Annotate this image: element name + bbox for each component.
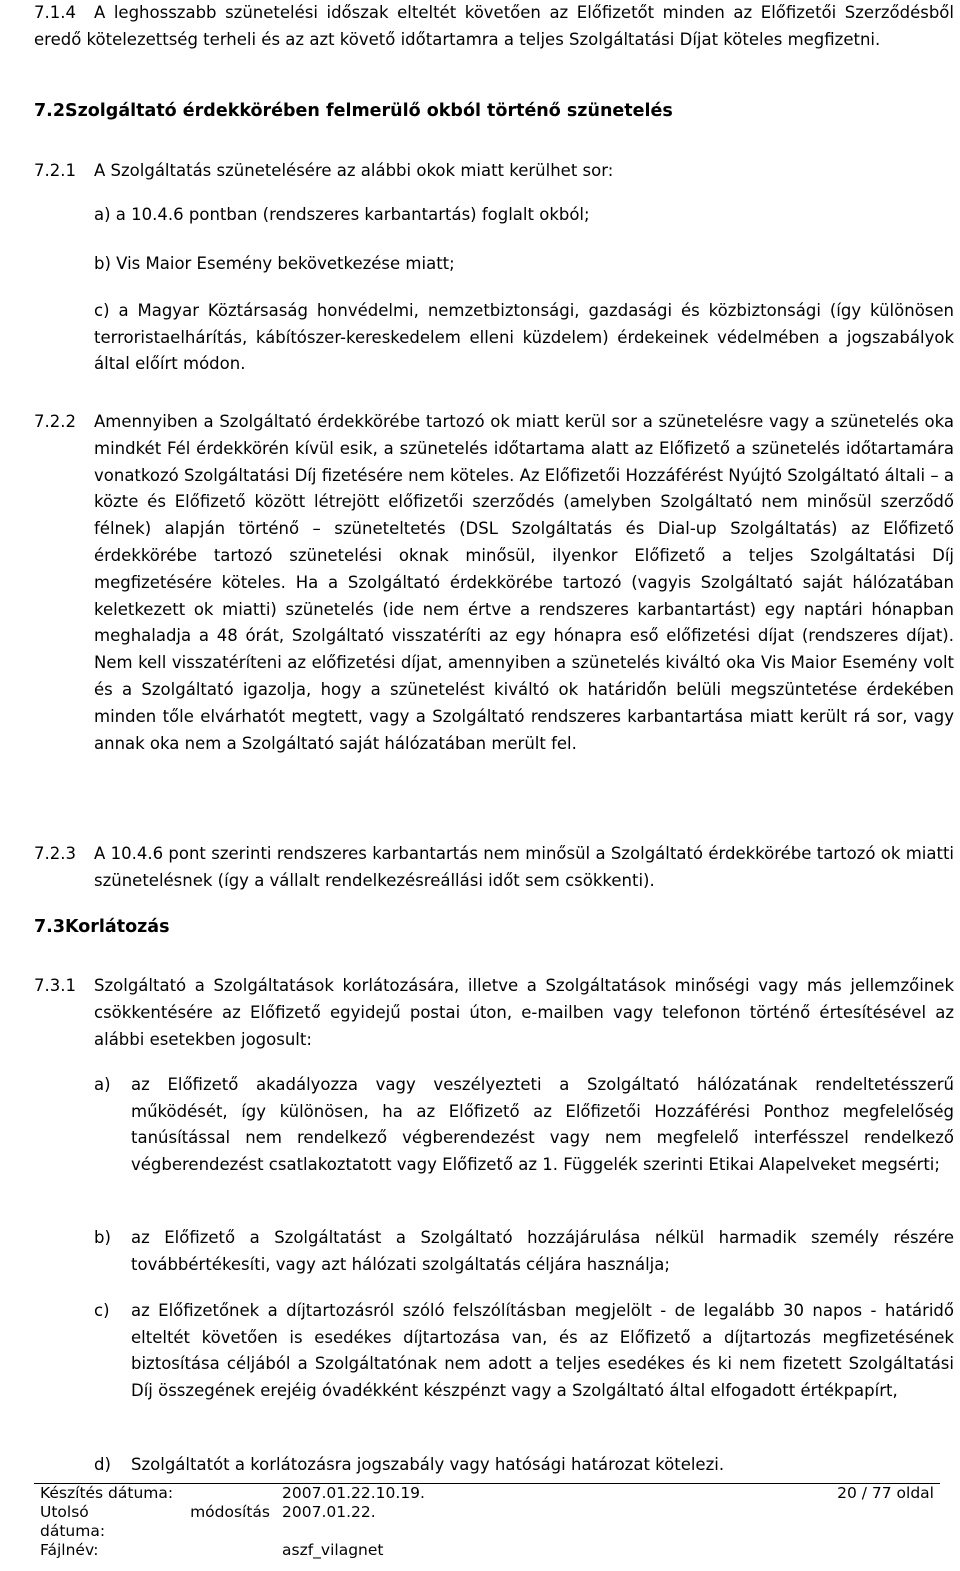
created-value: 2007.01.22.10.19. (276, 1484, 808, 1504)
list-label: c) (94, 1301, 110, 1320)
heading-title: Szolgáltató érdekkörében felmerülő okból történő szünetelés (65, 101, 673, 121)
page-footer (34, 1483, 940, 1567)
section-text: A leghosszabb szünetelési időszak elteltét követően az Előfizetőt minden az Előfizetői Szerződésből eredő kötelezettség terheli és az azt követő időtartamra a teljes Szolgáltatási Díjat köteles megfizetni. (34, 3, 954, 49)
list-item-d (94, 1452, 954, 1478)
footer-row-modified (34, 1503, 940, 1541)
section-number: 7.2.3 (34, 844, 76, 863)
list-label: a) (94, 1075, 111, 1094)
list-item-b: b) Vis Maior Esemény bekövetkezése miatt; (94, 254, 455, 273)
list-item-b (94, 1225, 954, 1278)
page-number: 20 / 77 oldal (808, 1484, 940, 1504)
list-label: d) (94, 1455, 111, 1474)
list-text: Szolgáltatót a korlátozásra jogszabály vagy hatósági határozat kötelezi. (131, 1455, 725, 1474)
modified-label-part: Utolsó (40, 1503, 89, 1521)
section-number: 7.2.2 (34, 412, 76, 431)
section-7-2-3 (34, 840, 954, 894)
heading-number: 7.3. (34, 917, 72, 937)
section-text: A 10.4.6 pont szerinti rendszeres karbantartás nem minősül a Szolgáltató érdekkörébe tartozó ok miatti szünetelésnek (így a vállalt rendelkezésreállási időt sem csökkenti). (94, 844, 954, 890)
section-text: Szolgáltató a Szolgáltatások korlátozására, illetve a Szolgáltatások minőségi vagy más jellemzőinek csökkentésére az Előfizető egyidejű postai úton, e-mailben vagy telefonon történő értesítésével az alábbi esetekben jogosult: (94, 976, 954, 1049)
created-label: Készítés dátuma: (34, 1484, 276, 1504)
heading-number: 7.2. (34, 101, 72, 121)
section-7-3-1 (34, 972, 954, 1053)
list-text: az Előfizető a Szolgáltatást a Szolgáltató hozzájárulása nélkül harmadik személy részére továbbértékesíti, vagy azt hálózati szolgáltatás céljára használja; (131, 1228, 954, 1274)
heading-7-3 (34, 914, 170, 940)
section-number: 7.2.1 (34, 161, 76, 180)
file-label: Fájlnév: (40, 1541, 99, 1559)
list-text: az Előfizetőnek a díjtartozásról szóló felszólításban megjelölt - de legalább 30 napos - határidő elteltét követően is esedékes díjtartozása van, és az Előfizető a díjtartozás megfizetésének biztosítása céljából a Szolgáltatónak nem adott a teljes esedékes és ki nem fizetett Szolgáltatási Díj összegének erejéig óvadékként készpénzt vagy a Szolgáltató által elfogadott értékpapírt, (131, 1301, 954, 1400)
section-7-2-1 (34, 158, 954, 184)
section-7-1-4 (34, 0, 954, 53)
list-label: b) (94, 1228, 111, 1247)
section-text: Amennyiben a Szolgáltató érdekkörébe tartozó ok miatt kerül sor a szünetelésre vagy a szünetelés oka mindkét Fél érdekkörén kívül esik, a szünetelés időtartama alatt az Előfizető a szünetelés időtartamára vonatkozó Szolgáltatási Díj fizetésére nem köteles. Az Előfizetői Hozzáférést Nyújtó Szolgáltató általi – a közte és Előfizető között létrejött előfizetői szerződés (amelyben Szolgáltató nem minősül szerződő félnek) alapján történő – szüneteltetés (DSL Szolgáltatás és Dial-up Szolgáltatás) az Előfizető érdekkörébe tartozó szünetelési oknak minősül, ilyenkor Előfizető a teljes Szolgáltatási Díj megfizetésére köteles. Ha a Szolgáltató érdekkörébe tartozó (vagyis Szolgáltató saját hálózatában keletkezett ok miatti) szünetelés (ide nem értve a rendszeres karbantartást) egy naptári hónapban meghaladja a 48 órát, Szolgáltató visszatéríti az egy hónapra eső előfizetési díjat (rendszeres díjat). Nem kell visszatéríteni az előfizetési díjat, amennyiben a szünetelés kiváltó oka Vis Maior Esemény volt és a Szolgáltató igazolja, hogy a szünetelést kiváltó ok határidőn belüli megszüntetése érdekében minden tőle elvárhatót megtett, vagy a Szolgáltató rendszeres karbantartása miatt került rá sor, vagy annak oka nem a Szolgáltató saját hálózatában merült fel. (94, 412, 954, 753)
modified-label-part: dátuma: (40, 1522, 106, 1540)
list-item-c (94, 1298, 954, 1404)
heading-title: Korlátozás (65, 917, 170, 937)
modified-value: 2007.01.22. (282, 1503, 376, 1521)
section-7-2-2 (34, 409, 954, 757)
file-value: aszf_vilagnet (282, 1541, 384, 1559)
list-item-a: a) a 10.4.6 pontban (rendszeres karbantartás) foglalt okból; (94, 205, 590, 224)
footer-row-file (34, 1541, 940, 1560)
list-text: az Előfizető akadályozza vagy veszélyezteti a Szolgáltató hálózatának rendeltetésszerű működését, így különösen, ha az Előfizető az Előfizetői Hozzáférési Ponthoz megfelelőség tanúsítással nem rendelkező végberendezést vagy nem megfelelő interfésszel rendelkező végberendezést csatlakoztatott vagy Előfizető az 1. Függelék szerinti Etikai Alapelveket megsérti; (131, 1075, 954, 1174)
section-text: A Szolgáltatás szünetelésére az alábbi okok miatt kerülhet sor: (94, 161, 614, 180)
modified-label-part: módosítás (190, 1503, 270, 1521)
section-number: 7.1.4 (34, 3, 76, 22)
modified-label (34, 1503, 276, 1541)
list-item-c: c) a Magyar Köztársaság honvédelmi, nemzetbiztonsági, gazdasági és közbiztonsági (így különösen terroristaelhárítás, kábítószer-kereskedelem elleni küzdelem) érdekeinek védelmében a jogszabályok által előírt módon. (94, 301, 954, 373)
section-number: 7.3.1 (34, 976, 76, 995)
heading-7-2 (34, 98, 673, 124)
footer-table (34, 1483, 940, 1560)
footer-row-created (34, 1484, 940, 1504)
list-item-a (94, 1072, 954, 1178)
